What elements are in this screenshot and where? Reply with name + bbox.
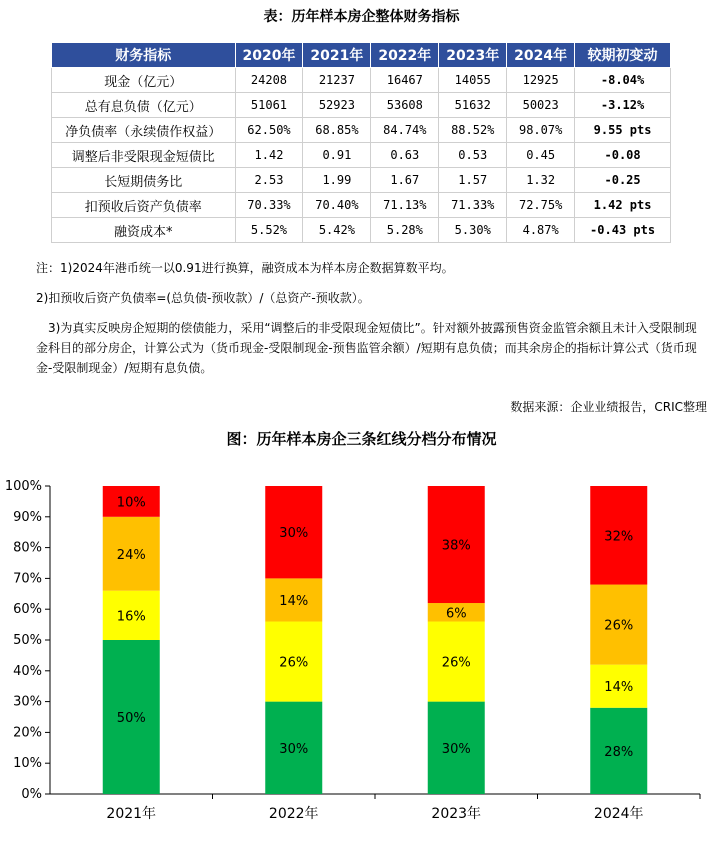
stacked-bar-chart — [0, 470, 723, 843]
data-label: 26% — [604, 618, 634, 634]
table-cell: 5.42% — [303, 218, 371, 243]
y-tick-label: 20% — [13, 725, 42, 741]
x-tick-label: 2021年 — [106, 806, 157, 822]
x-tick-label: 2023年 — [431, 806, 482, 822]
row-label: 融资成本* — [52, 218, 236, 243]
table-cell: 71.13% — [371, 193, 439, 218]
data-label: 30% — [279, 526, 309, 542]
table-cell: 5.52% — [235, 218, 303, 243]
table-row — [52, 68, 671, 93]
header-cell: 2024年 — [507, 43, 575, 68]
table-cell: 98.07% — [507, 118, 575, 143]
table-cell: 24208 — [235, 68, 303, 93]
row-label: 扣预收后资产负债率 — [52, 193, 236, 218]
table-cell: 51061 — [235, 93, 303, 118]
table-cell: 5.28% — [371, 218, 439, 243]
change-cell: -0.25 — [575, 168, 671, 193]
table-cell: 0.53 — [439, 143, 507, 168]
x-tick-label: 2022年 — [268, 806, 319, 822]
table-cell: 14055 — [439, 68, 507, 93]
table-title: 表：历年样本房企整体财务指标 — [263, 9, 460, 25]
table-cell: 0.45 — [507, 143, 575, 168]
y-tick-label: 30% — [13, 694, 42, 710]
table-cell: 68.85% — [303, 118, 371, 143]
row-label: 总有息负债（亿元） — [52, 93, 236, 118]
data-label: 16% — [116, 609, 146, 625]
y-tick-label: 100% — [4, 479, 42, 494]
change-cell: -8.04% — [575, 68, 671, 93]
table-cell: 1.99 — [303, 168, 371, 193]
table-row — [52, 143, 671, 168]
data-source: 数据来源：企业业绩报告，CRIC整理 — [510, 400, 707, 414]
row-label: 调整后非受限现金短债比 — [52, 143, 236, 168]
table-cell: 0.91 — [303, 143, 371, 168]
note-1: 注：1)2024年港币统一以0.91进行换算，融资成本为样本房企数据算数平均。 — [36, 261, 454, 275]
change-cell: 9.55 pts — [575, 118, 671, 143]
table-cell: 1.42 — [235, 143, 303, 168]
table-cell: 1.32 — [507, 168, 575, 193]
data-label: 30% — [441, 741, 471, 757]
note-3: 3)为真实反映房企短期的偿债能力，采用“调整后的非受限现金短债比”。针对额外披露预售资金监管余额且未计入受限制现金科目的部分房企，计算公式为（货币现金-受限制现金-预售监管余额）/短期有息负债；而其余房企的指标计算公式（货币现金-受限制现金）/短期有息负债。 — [36, 321, 697, 375]
x-tick-label: 2024年 — [593, 806, 644, 822]
change-cell: -0.43 pts — [575, 218, 671, 243]
change-cell: -3.12% — [575, 93, 671, 118]
table-cell: 1.67 — [371, 168, 439, 193]
table-cell: 70.40% — [303, 193, 371, 218]
table-cell: 0.63 — [371, 143, 439, 168]
table-cell: 12925 — [507, 68, 575, 93]
table-cell: 51632 — [439, 93, 507, 118]
y-tick-label: 60% — [13, 602, 42, 618]
row-label: 净负债率（永续债作权益） — [52, 118, 236, 143]
header-cell: 2020年 — [235, 43, 303, 68]
header-cell: 2023年 — [439, 43, 507, 68]
data-label: 30% — [279, 741, 309, 757]
table-cell: 53608 — [371, 93, 439, 118]
table-row — [52, 218, 671, 243]
table-cell: 4.87% — [507, 218, 575, 243]
data-label: 32% — [604, 529, 634, 545]
data-label: 38% — [441, 538, 471, 554]
data-label: 26% — [279, 655, 309, 671]
y-tick-label: 40% — [13, 663, 42, 679]
row-label: 现金（亿元） — [52, 68, 236, 93]
row-label: 长短期债务比 — [52, 168, 236, 193]
chart-title: 图：历年样本房企三条红线分档分布情况 — [226, 430, 497, 448]
table-cell: 52923 — [303, 93, 371, 118]
y-tick-label: 10% — [13, 756, 42, 772]
financial-indicators-table — [51, 42, 671, 243]
table-row — [52, 93, 671, 118]
header-cell: 2022年 — [371, 43, 439, 68]
table-cell: 71.33% — [439, 193, 507, 218]
header-cell: 较期初变动 — [575, 43, 671, 68]
y-tick-label: 90% — [13, 509, 42, 525]
y-tick-label: 80% — [13, 540, 42, 556]
data-label: 14% — [604, 680, 634, 696]
table-cell: 1.57 — [439, 168, 507, 193]
y-tick-label: 50% — [13, 633, 42, 648]
data-label: 26% — [441, 655, 471, 671]
y-tick-label: 0% — [21, 787, 42, 802]
change-cell: 1.42 pts — [575, 193, 671, 218]
note-2: 2)扣预收后资产负债率=(总负债-预收款）/（总资产-预收款）。 — [36, 291, 370, 305]
data-label: 50% — [116, 711, 146, 726]
data-label: 6% — [445, 606, 467, 622]
data-label: 14% — [279, 593, 309, 609]
header-cell: 2021年 — [303, 43, 371, 68]
table-cell: 21237 — [303, 68, 371, 93]
table-row — [52, 193, 671, 218]
table-cell: 72.75% — [507, 193, 575, 218]
table-cell: 70.33% — [235, 193, 303, 218]
y-tick-label: 70% — [13, 571, 42, 587]
table-cell: 2.53 — [235, 168, 303, 193]
table-cell: 5.30% — [439, 218, 507, 243]
table-cell: 88.52% — [439, 118, 507, 143]
data-label: 24% — [116, 547, 146, 563]
data-label: 28% — [604, 744, 634, 760]
table-cell: 84.74% — [371, 118, 439, 143]
table-row — [52, 118, 671, 143]
table-cell: 62.50% — [235, 118, 303, 143]
table-row — [52, 168, 671, 193]
table-cell: 50023 — [507, 93, 575, 118]
notes — [36, 258, 708, 378]
table-cell: 16467 — [371, 68, 439, 93]
header-cell: 财务指标 — [52, 43, 236, 68]
change-cell: -0.08 — [575, 143, 671, 168]
data-label: 10% — [116, 495, 146, 511]
table-header-row — [52, 43, 671, 68]
